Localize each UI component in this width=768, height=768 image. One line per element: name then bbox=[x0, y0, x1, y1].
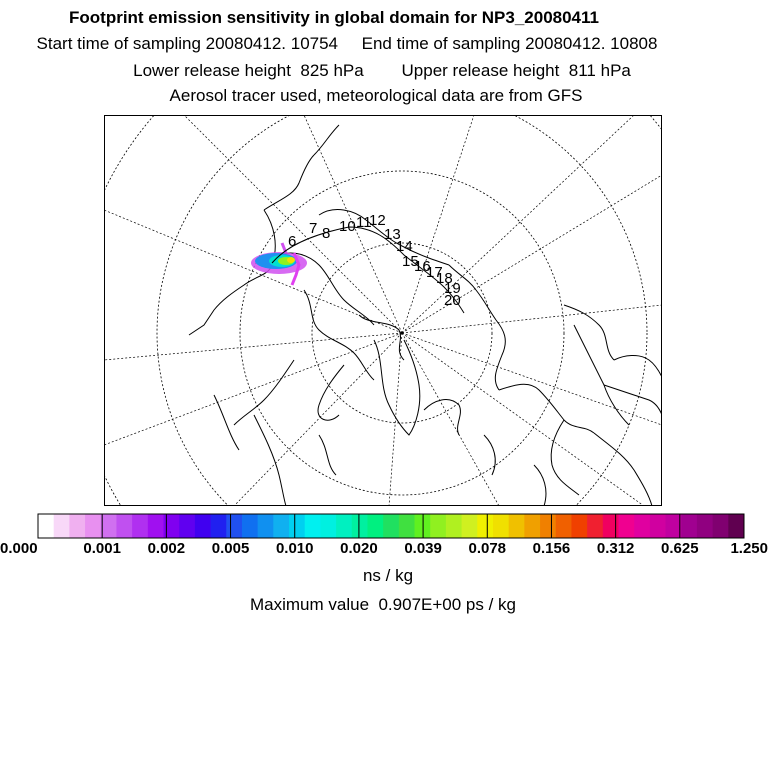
trajectory-label: 16 bbox=[414, 258, 431, 275]
colorbar-swatch bbox=[69, 514, 85, 538]
colorbar-tick-label: 0.625 bbox=[661, 540, 699, 557]
colorbar-swatch bbox=[195, 514, 211, 538]
colorbar-swatch bbox=[226, 514, 242, 538]
colorbar-swatch bbox=[618, 514, 634, 538]
colorbar-swatch bbox=[211, 514, 227, 538]
colorbar-swatch bbox=[38, 514, 54, 538]
colorbar-swatch bbox=[603, 514, 619, 538]
trajectory-label: 18 bbox=[436, 270, 453, 287]
colorbar-swatch bbox=[258, 514, 274, 538]
colorbar-swatch bbox=[571, 514, 587, 538]
colorbar-swatch bbox=[179, 514, 195, 538]
colorbar-swatch bbox=[242, 514, 258, 538]
colorbar-swatch bbox=[634, 514, 650, 538]
colorbar-swatch bbox=[728, 514, 744, 538]
colorbar-swatch bbox=[524, 514, 540, 538]
colorbar-swatch bbox=[289, 514, 305, 538]
colorbar-swatch bbox=[85, 514, 101, 538]
colorbar-tick-label: 0.010 bbox=[275, 540, 314, 557]
trajectory-label: 12 bbox=[369, 212, 386, 229]
plot-title: Footprint emission sensitivity in global domain for NP3_20080411 bbox=[69, 8, 599, 27]
colorbar-tick-label: 0.000 bbox=[0, 540, 38, 557]
colorbar-swatches bbox=[38, 514, 745, 538]
colorbar-swatch bbox=[446, 514, 462, 538]
colorbar-tick-label: 1.250 bbox=[730, 540, 768, 557]
colorbar-swatch bbox=[587, 514, 603, 538]
colorbar-tick-label: 0.312 bbox=[596, 540, 635, 557]
colorbar-tick-label: 0.001 bbox=[83, 540, 121, 557]
trajectory-label: 10 bbox=[339, 218, 356, 235]
colorbar-swatch bbox=[650, 514, 666, 538]
colorbar-swatch bbox=[305, 514, 321, 538]
colorbar-swatch bbox=[54, 514, 70, 538]
colorbar-tick-label: 0.078 bbox=[468, 540, 507, 557]
polar-map bbox=[104, 115, 662, 506]
colorbar-swatch bbox=[101, 514, 117, 538]
trajectory-label: 11 bbox=[356, 214, 372, 231]
colorbar-units: ns / kg bbox=[362, 566, 414, 585]
colorbar-swatch bbox=[540, 514, 556, 538]
trajectory-label: 6 bbox=[288, 233, 297, 250]
trajectory-label: 17 bbox=[426, 264, 443, 281]
colorbar-tick-label: 0.020 bbox=[340, 540, 378, 557]
trajectory-label: 19 bbox=[444, 280, 461, 297]
colorbar-swatch bbox=[116, 514, 132, 538]
colorbar-tick-labels bbox=[0, 540, 768, 557]
colorbar-swatch bbox=[367, 514, 383, 538]
colorbar bbox=[0, 510, 768, 570]
trajectory-label: 20 bbox=[444, 292, 461, 309]
colorbar-swatch bbox=[430, 514, 446, 538]
colorbar-swatch bbox=[383, 514, 399, 538]
colorbar-swatch bbox=[336, 514, 352, 538]
trajectory-label: 15 bbox=[402, 253, 419, 270]
colorbar-swatch bbox=[320, 514, 336, 538]
trajectory-label: 7 bbox=[309, 220, 318, 237]
release-height-line: Lower release height 825 hPa Upper release height 811 hPa bbox=[133, 61, 631, 80]
colorbar-swatch bbox=[666, 514, 682, 538]
colorbar-swatch bbox=[477, 514, 493, 538]
colorbar-swatch bbox=[556, 514, 572, 538]
colorbar-swatch bbox=[681, 514, 697, 538]
colorbar-swatch bbox=[509, 514, 525, 538]
tracer-info-line: Aerosol tracer used, meteorological data are from GFS bbox=[169, 86, 583, 105]
colorbar-swatch bbox=[132, 514, 148, 538]
colorbar-swatch bbox=[493, 514, 509, 538]
colorbar-tick-label: 0.005 bbox=[211, 540, 250, 557]
maximum-value: Maximum value 0.907E+00 ps / kg bbox=[250, 595, 516, 614]
colorbar-swatch bbox=[352, 514, 368, 538]
sampling-time-line: Start time of sampling 20080412. 10754 End time of sampling 20080412. 10808 bbox=[36, 34, 658, 53]
trajectory-label: 8 bbox=[322, 225, 331, 242]
colorbar-swatch bbox=[462, 514, 478, 538]
colorbar-swatch bbox=[273, 514, 289, 538]
colorbar-tick-label: 0.002 bbox=[147, 540, 186, 557]
colorbar-tick-label: 0.039 bbox=[404, 540, 442, 557]
colorbar-swatch bbox=[697, 514, 713, 538]
colorbar-swatch bbox=[148, 514, 164, 538]
colorbar-swatch bbox=[713, 514, 729, 538]
trajectory-label: 13 bbox=[384, 226, 401, 243]
colorbar-tick-label: 0.156 bbox=[532, 540, 571, 557]
trajectory-label: 14 bbox=[396, 238, 413, 255]
colorbar-swatch bbox=[399, 514, 415, 538]
